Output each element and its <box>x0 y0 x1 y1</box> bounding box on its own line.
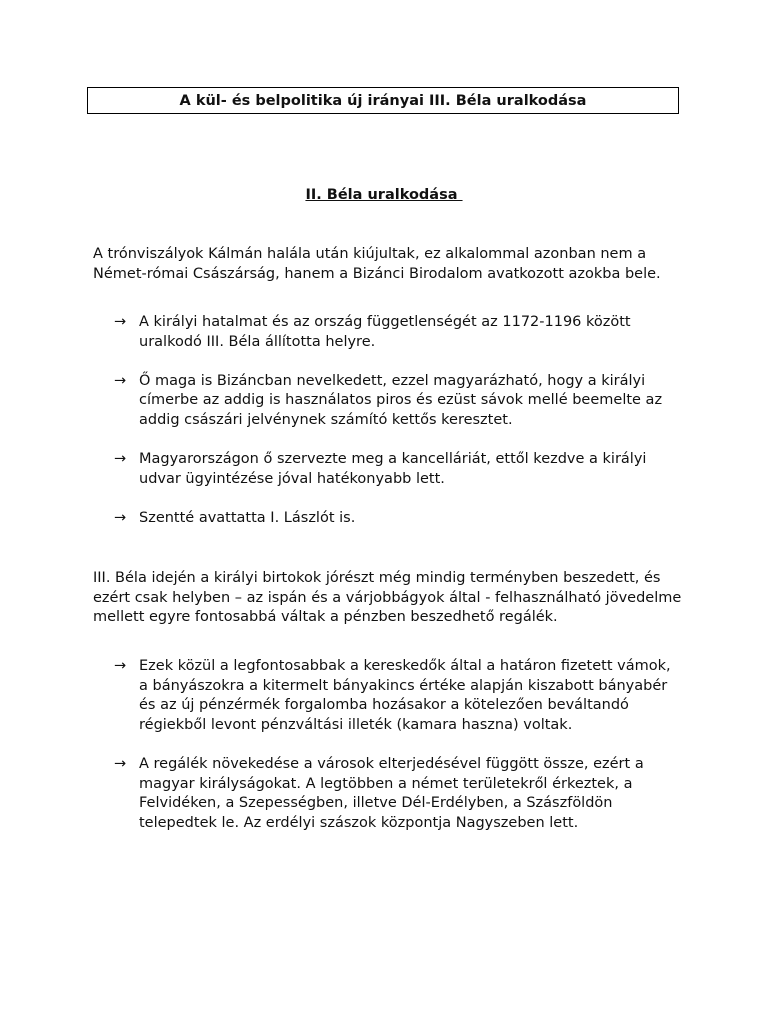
page-title-text: A kül- és belpolitika új irányai III. Béla uralkodása <box>179 92 587 109</box>
list-item <box>93 657 683 735</box>
list-item <box>93 755 683 833</box>
list-item <box>93 313 683 352</box>
list-item-text: Ezek közül a legfontosabbak a kereskedők által a határon fizetett vámok, a bányászokra a kitermelt bányakincs értéke alapján kiszabott bányabér és az új pénzérmék forgalomba hozásakor a kötelezően beváltandó régiekből levont pénzváltási illeték (kamara haszna) voltak. <box>139 658 671 733</box>
list-item-text: A regálék növekedése a városok elterjedésével függött össze, ezért a magyar királyságokat. A legtöbben a német területekről érkeztek, a Felvidéken, a Szepességben, illetve Dél-Erdélyben, a Szászföldön telepedtek le. Az erdélyi szászok központja Nagyszeben lett. <box>139 755 644 831</box>
arrow-bullet-icon: → <box>114 755 127 772</box>
section-heading-text: II. Béla uralkodása <box>305 187 463 203</box>
section-heading <box>0 185 768 205</box>
arrow-bullet-icon: → <box>114 509 127 526</box>
list-item-text: Szentté avattatta I. Lászlót is. <box>139 509 356 526</box>
page-title <box>87 87 679 114</box>
bullet-list-2 <box>93 657 683 853</box>
list-item-text: Ő maga is Bizáncban nevelkedett, ezzel magyarázható, hogy a királyi címerbe az addig is használatos piros és ezüst sávok mellé beemelte az addig császári jelvénynek számító kettős keresztet. <box>139 372 663 428</box>
bullet-list-1 <box>93 313 683 548</box>
intro-paragraph: A trónviszályok Kálmán halála után kiújultak, ez alkalommal azonban nem a Német-római Császárság, hanem a Bizánci Birodalom avatkozott azokba bele. <box>93 246 661 282</box>
list-item-text: Magyarországon ő szervezte meg a kancelláriát, ettől kezdve a királyi udvar ügyintézése jóval hatékonyabb lett. <box>139 451 647 487</box>
revenue-paragraph: III. Béla idején a királyi birtokok jórészt még mindig terményben beszedett, és ezért csak helyben – az ispán és a várjobbágyok által - felhasználható jövedelme mellett egyre fontosabbá váltak a pénzben beszedhető regálék. <box>93 570 682 626</box>
arrow-bullet-icon: → <box>114 314 127 330</box>
list-item <box>93 509 683 529</box>
list-item <box>93 450 683 489</box>
arrow-bullet-icon: → <box>114 658 127 674</box>
arrow-bullet-icon: → <box>114 451 127 468</box>
list-item <box>93 372 683 431</box>
arrow-bullet-icon: → <box>114 372 127 389</box>
list-item-text: A királyi hatalmat és az ország függetlenségét az 1172-1196 között uralkodó III. Béla állította helyre. <box>139 314 631 350</box>
